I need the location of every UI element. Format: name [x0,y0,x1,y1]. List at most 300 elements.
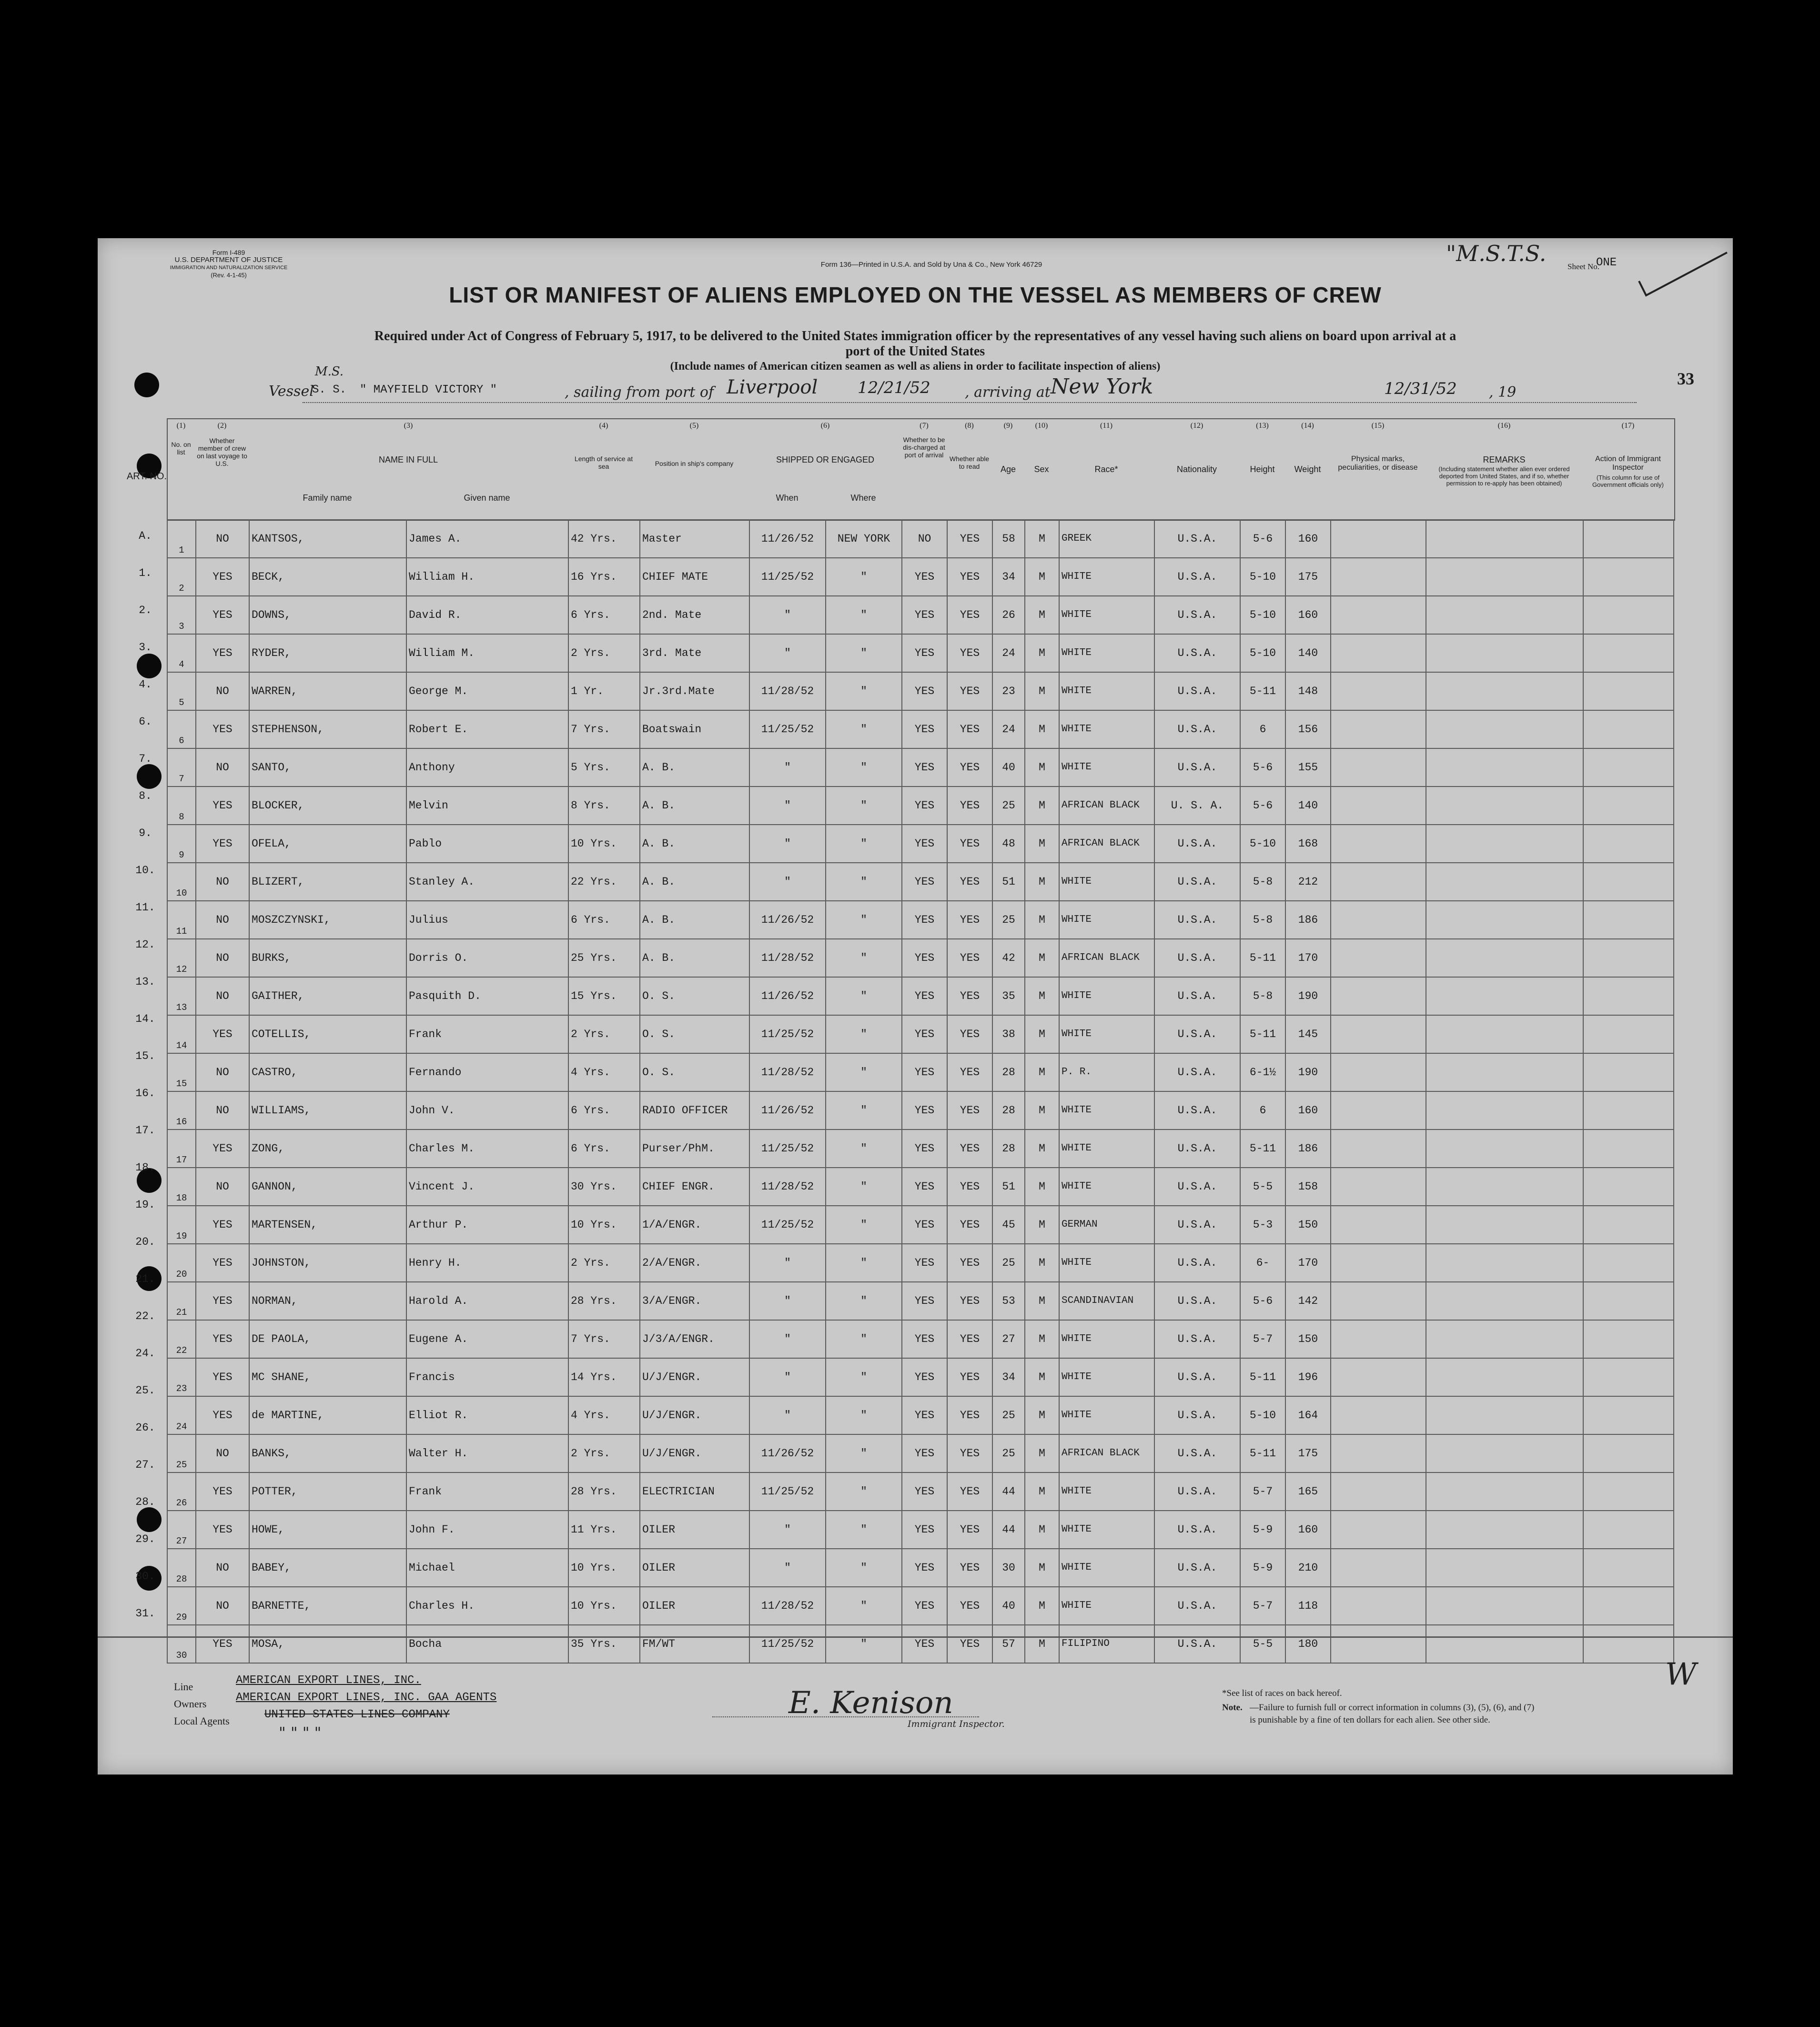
cell-given: Vincent J. [406,1168,568,1206]
race-header: Race* [1094,464,1118,474]
cell-height: 5-5 [1240,1168,1285,1206]
cell-given: Charles H. [406,1587,568,1625]
cell-age: 25 [992,787,1025,825]
cell-read: YES [947,1129,992,1168]
cell-given: William H. [406,558,568,596]
empty-cell [1426,748,1583,787]
sheet-annotation: "M.S.T.S. [1446,241,1547,266]
cell-age: 44 [992,1472,1025,1511]
cell-sex: M [1025,1434,1059,1472]
cell-family: OFELA, [249,825,406,863]
cell-given: Walter H. [406,1434,568,1472]
cell-no: 30 [167,1625,196,1663]
cell-where: " [826,1282,902,1320]
cell-when: " [749,863,826,901]
cell-family: GAITHER, [249,977,406,1015]
empty-cell [1583,1129,1674,1168]
cell-age: 23 [992,672,1025,710]
cell-race: WHITE [1059,596,1154,634]
cell-service: 10 Yrs. [568,1549,640,1587]
cell-when: " [749,1282,826,1320]
cell-sex: M [1025,1549,1059,1587]
cell-weight: 145 [1285,1015,1331,1053]
cell-race: FILIPINO [1059,1625,1154,1663]
art-number: 31. [135,1607,155,1620]
cell-weight: 160 [1285,596,1331,634]
cell-where: " [826,939,902,977]
cell-nat: U.S.A. [1154,1358,1240,1396]
cell-where: " [826,1625,902,1663]
cell-read: YES [947,558,992,596]
cell-nat: U.S.A. [1154,1434,1240,1472]
cell-service: 14 Yrs. [568,1358,640,1396]
cell-disch: YES [902,901,947,939]
table-row [167,672,1674,710]
cell-given: Arthur P. [406,1206,568,1244]
no-on-list-header: No. on list [171,441,191,456]
cell-no: 15 [167,1053,196,1091]
cell-race: WHITE [1059,1587,1154,1625]
cell-read: YES [947,787,992,825]
cell-nat: U.S.A. [1154,596,1240,634]
cell-sex: M [1025,1282,1059,1320]
cell-where: " [826,1549,902,1587]
cell-height: 5-7 [1240,1587,1285,1625]
vessel-prefix: S. S. [312,383,347,396]
cell-when: 11/26/52 [749,1091,826,1129]
cell-disch: YES [902,672,947,710]
empty-cell [1331,939,1426,977]
cell-family: MOSA, [249,1625,406,1663]
cell-height: 5-7 [1240,1472,1285,1511]
cell-sex: M [1025,1320,1059,1358]
cell-prev: NO [196,1168,249,1206]
col-num-12: (12) [1190,422,1203,430]
cell-position: FM/WT [640,1625,749,1663]
cell-age: 34 [992,1358,1025,1396]
cell-where: " [826,1472,902,1511]
cell-service: 8 Yrs. [568,787,640,825]
cell-family: JOHNSTON, [249,1244,406,1282]
footer [98,1636,1733,1776]
cell-weight: 164 [1285,1396,1331,1434]
cell-weight: 165 [1285,1472,1331,1511]
cell-nat: U.S.A. [1154,1396,1240,1434]
cell-when: 11/28/52 [749,939,826,977]
cell-sex: M [1025,748,1059,787]
cell-position: O. S. [640,1053,749,1091]
empty-cell [1331,1472,1426,1511]
cell-nat: U.S.A. [1154,1129,1240,1168]
cell-prev: NO [196,1053,249,1091]
cell-age: 44 [992,1511,1025,1549]
cell-race: WHITE [1059,1472,1154,1511]
col-num-8: (8) [965,422,974,430]
cell-nat: U.S.A. [1154,939,1240,977]
cell-no: 17 [167,1129,196,1168]
table-row [167,520,1674,558]
art-number: 4. [139,678,152,691]
col-num-3: (3) [404,422,413,430]
table-row [167,1091,1674,1129]
form-number: Form I-489 [212,249,245,256]
cell-race: GERMAN [1059,1206,1154,1244]
manifest-sheet [98,238,1733,1775]
cell-where: NEW YORK [826,520,902,558]
cell-given: Anthony [406,748,568,787]
cell-service: 22 Yrs. [568,863,640,901]
cell-no: 26 [167,1472,196,1511]
empty-cell [1331,825,1426,863]
cell-prev: NO [196,1549,249,1587]
cell-disch: YES [902,1511,947,1549]
cell-weight: 150 [1285,1206,1331,1244]
cell-position: OILER [640,1549,749,1587]
cell-age: 57 [992,1625,1025,1663]
cell-given: David R. [406,596,568,634]
empty-cell [1583,1091,1674,1129]
cell-sex: M [1025,634,1059,672]
empty-cell [1426,1129,1583,1168]
cell-prev: NO [196,863,249,901]
cell-weight: 186 [1285,1129,1331,1168]
cell-nat: U.S.A. [1154,1015,1240,1053]
art-number: 30. [135,1570,155,1583]
cell-where: " [826,1129,902,1168]
cell-nat: U.S.A. [1154,634,1240,672]
art-no-header: ART. NO. [126,471,167,482]
cell-read: YES [947,634,992,672]
table-row [167,1244,1674,1282]
art-number: 28. [135,1496,155,1508]
empty-cell [1426,1168,1583,1206]
cell-height: 5-7 [1240,1320,1285,1358]
cell-disch: YES [902,1549,947,1587]
department: U.S. DEPARTMENT OF JUSTICE [174,256,283,264]
height-header: Height [1250,464,1275,474]
cell-service: 42 Yrs. [568,520,640,558]
inspector-label: Immigrant Inspector. [908,1719,1005,1729]
cell-where: " [826,1091,902,1129]
cell-age: 30 [992,1549,1025,1587]
cell-prev: NO [196,1587,249,1625]
subtitle-line-2: port of the United States [845,344,985,359]
table-row [167,634,1674,672]
cell-height: 5-11 [1240,672,1285,710]
cell-disch: YES [902,825,947,863]
cell-given: Eugene A. [406,1320,568,1358]
punch-hole [137,764,162,789]
cell-no: 6 [167,710,196,748]
cell-given: Francis [406,1358,568,1396]
cell-no: 16 [167,1091,196,1129]
art-number: 14. [135,1013,155,1025]
cell-no: 28 [167,1549,196,1587]
table-row [167,787,1674,825]
empty-cell [1583,1168,1674,1206]
cell-read: YES [947,1015,992,1053]
empty-cell [1583,1282,1674,1320]
cell-prev: YES [196,1282,249,1320]
cell-race: WHITE [1059,1015,1154,1053]
empty-cell [1583,939,1674,977]
cell-height: 5-3 [1240,1206,1285,1244]
note-label: Note. [1222,1703,1243,1713]
empty-cell [1331,1587,1426,1625]
line-value: AMERICAN EXPORT LINES, INC. [236,1674,421,1687]
cell-weight: 142 [1285,1282,1331,1320]
cell-race: WHITE [1059,634,1154,672]
empty-cell [1426,1015,1583,1053]
cell-weight: 160 [1285,520,1331,558]
cell-age: 27 [992,1320,1025,1358]
cell-race: WHITE [1059,1511,1154,1549]
empty-cell [1331,1053,1426,1091]
cell-read: YES [947,1549,992,1587]
cell-sex: M [1025,1358,1059,1396]
cell-read: YES [947,672,992,710]
cell-family: MOSZCZYNSKI, [249,901,406,939]
cell-where: " [826,672,902,710]
cell-weight: 210 [1285,1549,1331,1587]
vessel-line-rule [303,402,1637,403]
cell-nat: U.S.A. [1154,1206,1240,1244]
cell-height: 5-10 [1240,596,1285,634]
cell-height: 5-10 [1240,558,1285,596]
cell-prev: YES [196,1511,249,1549]
cell-prev: NO [196,1091,249,1129]
empty-cell [1583,1244,1674,1282]
table-row [167,1206,1674,1244]
cell-age: 28 [992,1091,1025,1129]
empty-cell [1426,863,1583,901]
subtitle-line-1: Required under Act of Congress of February 5, 1917, to be delivered to the United States immigration officer by the representatives of any vessel having such aliens on board upon arrival at a [374,329,1456,343]
cell-prev: YES [196,1129,249,1168]
cell-position: Purser/PhM. [640,1129,749,1168]
cell-nat: U.S.A. [1154,1244,1240,1282]
table-row [167,939,1674,977]
cell-height: 6- [1240,1244,1285,1282]
empty-cell [1426,1511,1583,1549]
sheet-number: ONE [1596,256,1617,269]
cell-when: 11/25/52 [749,1015,826,1053]
cell-height: 5-11 [1240,1434,1285,1472]
cell-family: GANNON, [249,1168,406,1206]
cell-sex: M [1025,1511,1059,1549]
cell-prev: YES [196,1396,249,1434]
cell-nat: U.S.A. [1154,520,1240,558]
cell-read: YES [947,1320,992,1358]
cell-no: 7 [167,748,196,787]
col-num-15: (15) [1371,422,1385,430]
column-labels [167,422,1673,517]
cell-age: 25 [992,1434,1025,1472]
empty-cell [1583,1549,1674,1587]
empty-cell [1331,1358,1426,1396]
cell-height: 5-6 [1240,1282,1285,1320]
name-in-full-header: NAME IN FULL [378,455,438,464]
cell-prev: YES [196,1625,249,1663]
cell-service: 30 Yrs. [568,1168,640,1206]
cell-nat: U.S.A. [1154,672,1240,710]
col-num-5: (5) [689,422,699,430]
cell-read: YES [947,596,992,634]
cell-nat: U.S.A. [1154,977,1240,1015]
crew-table [167,519,1674,1664]
cell-given: Frank [406,1472,568,1511]
empty-cell [1583,901,1674,939]
cell-when: " [749,1320,826,1358]
cell-family: HOWE, [249,1511,406,1549]
year-label: , 19 [1489,384,1517,401]
empty-cell [1331,977,1426,1015]
cell-read: YES [947,1511,992,1549]
cell-disch: YES [902,1396,947,1434]
cell-age: 28 [992,1053,1025,1091]
cell-sex: M [1025,901,1059,939]
cell-nat: U.S.A. [1154,901,1240,939]
cell-service: 11 Yrs. [568,1511,640,1549]
cell-height: 5-6 [1240,748,1285,787]
cell-position: 3/A/ENGR. [640,1282,749,1320]
empty-cell [1426,558,1583,596]
cell-service: 4 Yrs. [568,1396,640,1434]
cell-race: WHITE [1059,672,1154,710]
cell-sex: M [1025,1587,1059,1625]
cell-prev: YES [196,825,249,863]
cell-read: YES [947,748,992,787]
cell-sex: M [1025,977,1059,1015]
cell-sex: M [1025,596,1059,634]
cell-nat: U.S.A. [1154,863,1240,901]
cell-service: 2 Yrs. [568,634,640,672]
cell-no: 18 [167,1168,196,1206]
cell-when: " [749,1549,826,1587]
cell-disch: YES [902,1472,947,1511]
cell-disch: YES [902,710,947,748]
cell-service: 35 Yrs. [568,1625,640,1663]
cell-service: 28 Yrs. [568,1472,640,1511]
cell-age: 45 [992,1206,1025,1244]
cell-disch: YES [902,1587,947,1625]
table-row [167,1549,1674,1587]
art-number: 9. [139,827,152,839]
empty-cell [1331,901,1426,939]
cell-family: MC SHANE, [249,1358,406,1396]
cell-where: " [826,825,902,863]
art-number: 10. [135,864,155,877]
empty-cell [1583,1015,1674,1053]
cell-height: 5-9 [1240,1511,1285,1549]
cell-position: OILER [640,1587,749,1625]
cell-where: " [826,558,902,596]
cell-race: GREEK [1059,520,1154,558]
cell-read: YES [947,1053,992,1091]
empty-cell [1426,1053,1583,1091]
cell-when: 11/26/52 [749,1434,826,1472]
cell-position: Master [640,520,749,558]
empty-cell [1426,672,1583,710]
cell-no: 12 [167,939,196,977]
cell-sex: M [1025,558,1059,596]
cell-where: " [826,787,902,825]
empty-cell [1583,596,1674,634]
cell-read: YES [947,1587,992,1625]
cell-weight: 175 [1285,558,1331,596]
cell-family: BLOCKER, [249,787,406,825]
art-number: 3. [139,641,152,654]
empty-cell [1426,710,1583,748]
cell-given: Pablo [406,825,568,863]
cell-no: 25 [167,1434,196,1472]
empty-cell [1426,1282,1583,1320]
cell-disch: YES [902,1168,947,1206]
cell-where: " [826,901,902,939]
cell-no: 23 [167,1358,196,1396]
sex-header: Sex [1034,464,1049,474]
cell-age: 53 [992,1282,1025,1320]
cell-given: Bocha [406,1625,568,1663]
cell-no: 2 [167,558,196,596]
cell-sex: M [1025,1244,1059,1282]
cell-position: U/J/ENGR. [640,1358,749,1396]
cell-service: 1 Yr. [568,672,640,710]
cell-age: 35 [992,977,1025,1015]
cell-position: 2/A/ENGR. [640,1244,749,1282]
cell-read: YES [947,1206,992,1244]
cell-race: WHITE [1059,901,1154,939]
cell-nat: U.S.A. [1154,1168,1240,1206]
cell-height: 5-9 [1240,1549,1285,1587]
cell-position: 3rd. Mate [640,634,749,672]
cell-family: NORMAN, [249,1282,406,1320]
cell-nat: U.S.A. [1154,1587,1240,1625]
cell-when: 11/25/52 [749,1472,826,1511]
cell-position: J/3/A/ENGR. [640,1320,749,1358]
cell-race: WHITE [1059,1129,1154,1168]
table-row [167,1434,1674,1472]
owners-label: Owners [174,1698,207,1710]
cell-height: 6 [1240,1091,1285,1129]
cell-position: U/J/ENGR. [640,1396,749,1434]
table-row [167,1168,1674,1206]
cell-prev: YES [196,634,249,672]
cell-position: A. B. [640,748,749,787]
cell-age: 26 [992,596,1025,634]
cell-sex: M [1025,672,1059,710]
cell-nat: U.S.A. [1154,1625,1240,1663]
empty-cell [1331,672,1426,710]
empty-cell [1331,596,1426,634]
cell-when: " [749,1396,826,1434]
sailing-date: 12/21/52 [858,378,930,397]
cell-prev: YES [196,1244,249,1282]
cell-family: BECK, [249,558,406,596]
cell-no: 10 [167,863,196,901]
cell-sex: M [1025,1129,1059,1168]
cell-age: 51 [992,1168,1025,1206]
empty-cell [1426,825,1583,863]
cell-height: 5-6 [1240,787,1285,825]
arriving-port: New York [1051,374,1153,399]
cell-position: CHIEF MATE [640,558,749,596]
cell-height: 5-10 [1240,825,1285,863]
cell-age: 25 [992,901,1025,939]
cell-family: BLIZERT, [249,863,406,901]
empty-cell [1583,863,1674,901]
art-number: 19. [135,1199,155,1211]
empty-cell [1426,1587,1583,1625]
